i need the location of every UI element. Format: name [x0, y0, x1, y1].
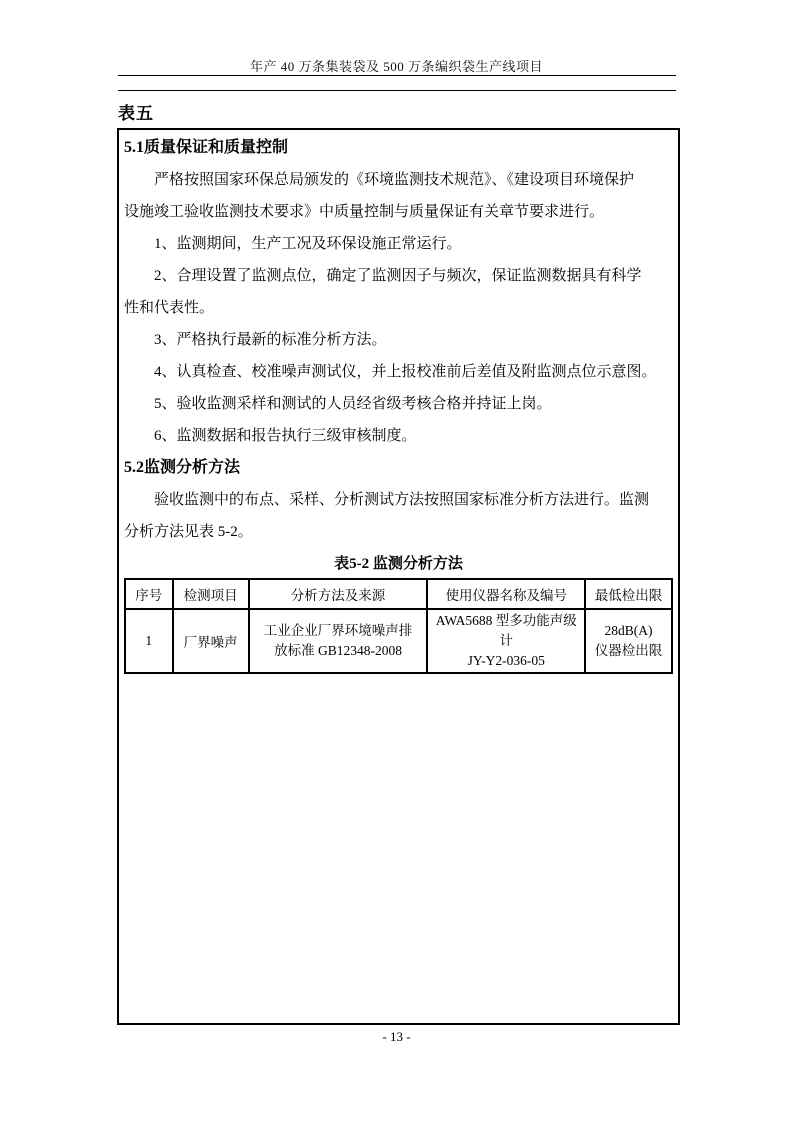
- column-header-item: 检测项目: [173, 579, 249, 609]
- sheet-label: 表五: [118, 104, 154, 123]
- cell-instrument-line-2: JY-Y2-036-05: [467, 653, 545, 668]
- header-title: 年产 40 万条集装袋及 500 万条编织袋生产线项目: [249, 59, 543, 74]
- section-5-1-intro-line-2: 设施竣工验收监测技术要求》中质量控制与质量保证有关章节要求进行。: [124, 204, 605, 220]
- cell-instrument-line-1: AWA5688 型多功能声级计: [435, 613, 577, 648]
- column-header-detection-limit: 最低检出限: [585, 579, 672, 609]
- column-header-no: 序号: [125, 579, 173, 609]
- qa-item-5: 5、验收监测采样和测试的人员经省级考核合格并持证上岗。: [154, 396, 552, 412]
- qa-item-2-line-1: 2、合理设置了监测点位，确定了监测因子与频次，保证监测数据具有科学: [154, 268, 642, 284]
- section-5-2-intro-line-1: 验收监测中的布点、采样、分析测试方法按照国家标准分析方法进行。监测: [154, 492, 650, 508]
- qa-item-2-line-2: 性和代表性。: [124, 300, 215, 316]
- cell-item: 厂界噪声: [173, 609, 249, 673]
- content-box: [117, 128, 680, 1025]
- section-5-1-intro-line-1: 严格按照国家环保总局颁发的《环境监测技术规范》、《建设项目环境保护: [154, 172, 635, 188]
- monitoring-method-table: [124, 578, 673, 674]
- qa-item-3: 3、严格执行最新的标准分析方法。: [154, 332, 387, 348]
- column-header-method: 分析方法及来源: [249, 579, 428, 609]
- cell-method-line-1: 工业企业厂界环境噪声排: [263, 623, 413, 638]
- section-5-1-heading: 5.1质量保证和质量控制: [124, 139, 289, 156]
- header-rule-bottom: [118, 90, 676, 91]
- table-5-2-title: 表5-2 监测分析方法: [334, 556, 463, 572]
- cell-detection-limit-line-1: 28dB(A): [604, 623, 653, 638]
- cell-no: 1: [125, 609, 173, 673]
- cell-method-line-2: 放标准 GB12348-2008: [274, 643, 402, 658]
- cell-detection-limit: [585, 609, 672, 673]
- cell-method: [249, 609, 428, 673]
- cell-instrument: [427, 609, 585, 673]
- page-number: - 13 -: [382, 1029, 411, 1044]
- qa-item-4: 4、认真检查、校准噪声测试仪，并上报校准前后差值及附监测点位示意图。: [154, 364, 657, 380]
- section-5-2-intro-line-2: 分析方法见表 5-2。: [124, 524, 253, 540]
- column-header-instrument: 使用仪器名称及编号: [427, 579, 585, 609]
- table-header-row: [125, 579, 672, 609]
- table-row: [125, 609, 672, 673]
- qa-item-6: 6、监测数据和报告执行三级审核制度。: [154, 428, 417, 444]
- qa-item-1: 1、监测期间，生产工况及环保设施正常运行。: [154, 236, 462, 252]
- header-rule-top: [118, 75, 676, 76]
- cell-detection-limit-line-2: 仪器检出限: [594, 643, 663, 658]
- section-5-2-heading: 5.2监测分析方法: [124, 459, 241, 476]
